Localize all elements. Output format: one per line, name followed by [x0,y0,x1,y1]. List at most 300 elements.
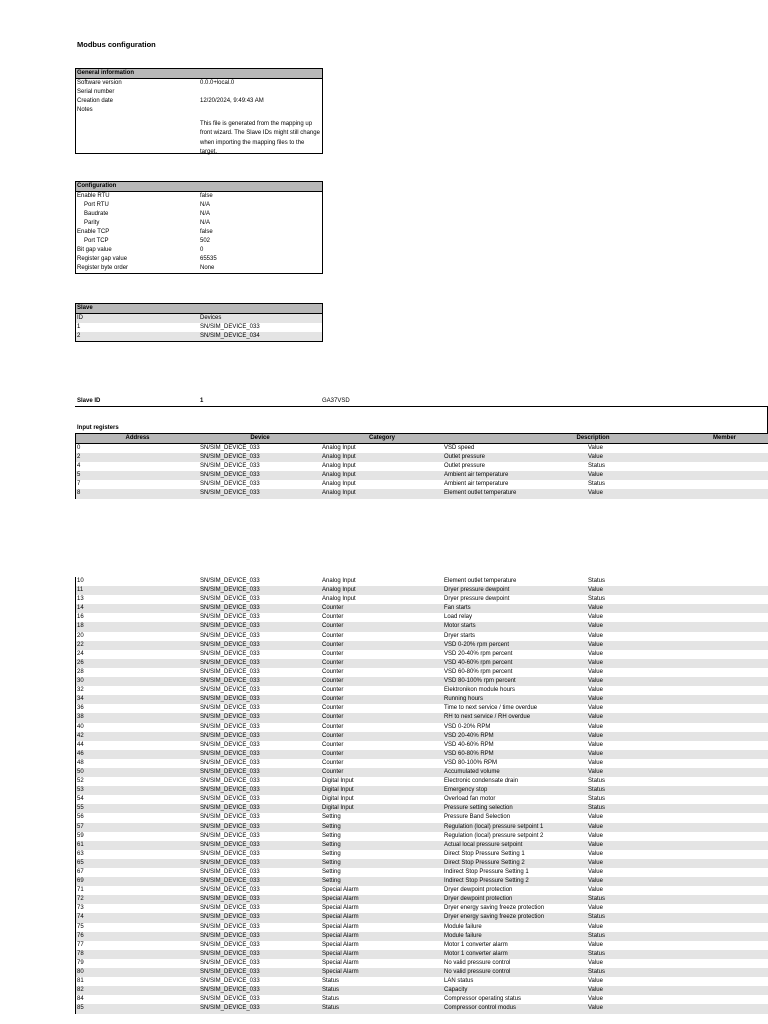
configuration-header: Configuration [76,182,322,192]
table-header [76,433,768,444]
member-cell: Value [588,759,603,766]
config-row [76,219,322,228]
description-cell: Overload fan motor [444,796,496,803]
category-cell: Counter [322,650,344,657]
device-cell: SN/SIM_DEVICE_033 [200,787,260,794]
table-row [76,986,768,995]
table-row [76,713,768,722]
category-cell: Setting [322,841,341,848]
description-cell: Indirect Stop Pressure Setting 2 [444,878,529,885]
divider [75,406,768,407]
device-cell: SN/SIM_DEVICE_033 [200,659,260,666]
address-cell: 53 [77,787,84,794]
slave-value: SN/SIM_DEVICE_034 [200,333,260,339]
member-cell: Value [588,823,603,830]
description-cell: Dryer pressure dewpoint [444,587,510,594]
configuration-table [75,181,323,274]
config-value: N/A [200,211,211,217]
category-cell: Status [322,978,340,985]
device-cell: SN/SIM_DEVICE_033 [200,632,260,639]
member-cell: Status [588,787,606,794]
device-cell: SN/SIM_DEVICE_033 [200,996,260,1003]
address-cell: 13 [77,596,84,603]
address-cell: 73 [77,905,84,912]
member-cell: Value [588,490,603,497]
description-cell: Elektronikon module hours [444,687,516,694]
general-key: Software version [77,80,122,86]
description-cell: VSD 60-80% rpm percent [444,668,513,675]
address-cell: 40 [77,723,84,730]
member-cell: Value [588,941,603,948]
member-cell: Status [588,914,606,921]
address-cell: 30 [77,678,84,685]
address-cell: 69 [77,878,84,885]
category-cell: Setting [322,859,341,866]
address-cell: 57 [77,823,84,830]
general-key: Creation date [77,98,114,104]
input-registers-table-continued [75,577,768,1014]
general-information-table [75,68,323,154]
table-row [76,968,768,977]
address-cell: 28 [77,668,84,675]
category-cell: Setting [322,850,341,857]
category-cell: Counter [322,705,344,712]
category-cell: Digital Input [322,778,354,785]
description-cell: VSD 40-60% RPM [444,741,494,748]
device-cell: SN/SIM_DEVICE_033 [200,969,260,976]
table-row [76,750,768,759]
table-row [76,641,768,650]
config-key: Enable TCP [77,229,110,235]
address-cell: 11 [77,587,84,594]
column-header-description: Description [576,435,610,441]
device-cell: SN/SIM_DEVICE_033 [200,832,260,839]
category-cell: Setting [322,814,341,821]
table-row [76,959,768,968]
member-cell: Value [588,650,603,657]
description-cell: Actual local pressure setpoint [444,841,523,848]
member-cell: Value [588,878,603,885]
description-cell: Direct Stop Pressure Setting 2 [444,859,525,866]
category-cell: Counter [322,768,344,775]
description-cell: Motor starts [444,623,476,630]
device-cell: SN/SIM_DEVICE_033 [200,978,260,985]
category-cell: Counter [322,714,344,721]
general-key: Notes [77,107,93,113]
address-cell: 65 [77,859,84,866]
member-cell: Value [588,987,603,994]
device-cell: SN/SIM_DEVICE_033 [200,869,260,875]
member-cell: Value [588,605,603,612]
description-cell: RH to next service / RH overdue [444,714,531,721]
member-cell: Value [588,905,603,912]
member-cell: Value [588,923,603,930]
table-row [76,668,768,677]
member-cell: Status [588,932,606,939]
description-cell: Dryer energy saving freeze protection [444,914,545,921]
category-cell: Special Alarm [322,923,359,930]
description-cell: Module failure [444,923,482,930]
device-cell: SN/SIM_DEVICE_033 [200,959,260,966]
member-cell: Status [588,778,606,785]
category-cell: Analog Input [322,596,356,603]
member-cell: Value [588,869,603,875]
table-row [76,1004,768,1013]
category-cell: Analog Input [322,472,356,479]
table-row [76,480,768,489]
config-row [76,210,322,219]
address-cell: 84 [77,996,84,1003]
category-cell: Setting [322,878,341,885]
description-cell: No valid pressure control [444,959,511,966]
address-cell: 42 [77,732,84,739]
table-row [76,732,768,741]
device-cell: SN/SIM_DEVICE_033 [200,841,260,848]
category-cell: Digital Input [322,796,354,803]
address-cell: 24 [77,650,84,657]
device-cell: SN/SIM_DEVICE_033 [200,932,260,939]
address-cell: 2 [77,454,81,461]
address-cell: 0 [77,445,81,451]
category-cell: Analog Input [322,481,356,488]
table-row [76,704,768,713]
device-cell: SN/SIM_DEVICE_033 [200,878,260,885]
table-row [76,832,768,841]
description-cell: Dryer starts [444,632,476,639]
description-cell: Dryer dewpoint protection [444,896,513,903]
category-cell: Setting [322,823,341,830]
member-cell: Value [588,959,603,966]
config-value: N/A [200,202,211,208]
config-value: None [200,265,215,271]
category-cell: Digital Input [322,787,354,794]
general-row [76,88,322,97]
config-value: 65535 [200,256,217,262]
member-cell: Status [588,969,606,976]
category-cell: Analog Input [322,490,356,497]
table-row [76,659,768,668]
column-header-address: Address [125,435,150,441]
address-cell: 75 [77,923,84,930]
member-cell: Value [588,887,603,894]
device-cell: SN/SIM_DEVICE_033 [200,941,260,948]
description-cell: VSD 80-100% RPM [444,759,498,766]
config-row [76,255,322,264]
device-cell: SN/SIM_DEVICE_033 [200,896,260,903]
table-row [76,695,768,704]
notes-row [76,115,322,153]
member-cell: Value [588,768,603,775]
device-cell: SN/SIM_DEVICE_033 [200,750,260,757]
category-cell: Counter [322,668,344,675]
device-cell: SN/SIM_DEVICE_033 [200,578,260,584]
category-cell: Special Alarm [322,887,359,894]
category-cell: Counter [322,741,344,748]
member-cell: Value [588,978,603,985]
member-cell: Value [588,696,603,703]
table-row [76,768,768,777]
member-cell: Value [588,705,603,712]
address-cell: 7 [77,481,81,488]
address-cell: 77 [77,941,84,948]
member-cell: Status [588,950,606,957]
address-cell: 74 [77,914,84,921]
input-registers-table [75,433,768,499]
member-cell: Value [588,832,603,839]
device-cell: SN/SIM_DEVICE_033 [200,687,260,694]
slave-value: SN/SIM_DEVICE_033 [200,324,260,330]
address-cell: 59 [77,832,84,839]
member-cell: Value [588,859,603,866]
address-cell: 79 [77,959,84,966]
config-value: 502 [200,238,211,244]
address-cell: 78 [77,950,84,957]
description-cell: VSD 20-40% RPM [444,732,494,739]
address-cell: 38 [77,714,84,721]
table-row [76,795,768,804]
description-cell: VSD 0-20% RPM [444,723,491,730]
slave-row [76,332,322,341]
table-row [76,950,768,959]
device-cell: SN/SIM_DEVICE_033 [200,887,260,894]
description-cell: Regulation (local) pressure setpoint 1 [444,823,544,830]
address-cell: 56 [77,814,84,821]
description-cell: Motor 1 converter alarm [444,950,508,957]
member-cell: Value [588,445,603,451]
table-row [76,723,768,732]
address-cell: 8 [77,490,81,497]
description-cell: Ambient air temperature [444,472,509,479]
address-cell: 63 [77,850,84,857]
config-key: Register gap value [77,256,128,262]
description-cell: Dryer pressure dewpoint [444,596,510,603]
general-row [76,79,322,88]
table-row [76,804,768,813]
device-cell: SN/SIM_DEVICE_033 [200,445,260,451]
member-cell: Status [588,481,606,488]
description-cell: Outlet pressure [444,454,486,461]
member-cell: Value [588,687,603,694]
table-row [76,622,768,631]
member-cell: Value [588,814,603,821]
config-key: Parity [84,220,100,226]
device-cell: SN/SIM_DEVICE_033 [200,472,260,479]
table-row [76,777,768,786]
category-cell: Analog Input [322,463,356,470]
category-cell: Status [322,996,340,1003]
device-cell: SN/SIM_DEVICE_033 [200,905,260,912]
device-cell: SN/SIM_DEVICE_033 [200,705,260,712]
device-cell: SN/SIM_DEVICE_033 [200,778,260,785]
address-cell: 54 [77,796,84,803]
address-cell: 76 [77,932,84,939]
table-row [76,577,768,586]
slave-key: 2 [77,333,81,339]
description-cell: Ambient air temperature [444,481,509,488]
address-cell: 80 [77,969,84,976]
device-cell: SN/SIM_DEVICE_033 [200,614,260,621]
member-cell: Status [588,896,606,903]
address-cell: 50 [77,768,84,775]
device-cell: SN/SIM_DEVICE_033 [200,759,260,766]
general-information-header: General information [76,69,322,79]
category-cell: Status [322,987,340,994]
slave-table [75,303,323,342]
input-registers-title: Input registers [77,425,119,431]
address-cell: 34 [77,696,84,703]
address-cell: 61 [77,841,84,848]
description-cell: Compressor control modus [444,1005,517,1012]
device-cell: SN/SIM_DEVICE_033 [200,732,260,739]
description-cell: Element outlet temperature [444,490,517,497]
address-cell: 22 [77,641,84,648]
description-cell: Regulation (local) pressure setpoint 2 [444,832,544,839]
table-row [76,759,768,768]
device-cell: SN/SIM_DEVICE_033 [200,823,260,830]
category-cell: Counter [322,659,344,666]
device-cell: SN/SIM_DEVICE_033 [200,714,260,721]
table-row [76,877,768,886]
description-cell: VSD 20-40% rpm percent [444,650,513,657]
address-cell: 18 [77,623,84,630]
address-cell: 20 [77,632,84,639]
column-header-device: Device [250,435,270,441]
category-cell: Special Alarm [322,959,359,966]
device-cell: SN/SIM_DEVICE_033 [200,1005,260,1012]
config-value: 0 [200,247,204,253]
category-cell: Analog Input [322,445,356,451]
description-cell: Dryer energy saving freeze protection [444,905,545,912]
category-cell: Counter [322,759,344,766]
address-cell: 26 [77,659,84,666]
slave-row [76,314,322,323]
category-cell: Special Alarm [322,969,359,976]
category-cell: Analog Input [322,454,356,461]
table-row [76,489,768,498]
description-cell: Pressure setting selection [444,805,513,812]
description-cell: VSD speed [444,445,475,451]
device-cell: SN/SIM_DEVICE_033 [200,914,260,921]
column-header-category: Category [368,435,395,441]
address-cell: 48 [77,759,84,766]
member-cell: Value [588,623,603,630]
address-cell: 85 [77,1005,84,1012]
slave-id-label: Slave ID [77,398,101,404]
table-row [76,650,768,659]
table-row [76,786,768,795]
member-cell: Value [588,732,603,739]
description-cell: VSD 40-60% rpm percent [444,659,513,666]
table-row [76,850,768,859]
device-cell: SN/SIM_DEVICE_033 [200,596,260,603]
table-row [76,995,768,1004]
config-value: false [200,229,213,235]
description-cell: Compressor operating status [444,996,522,1003]
category-cell: Special Alarm [322,950,359,957]
member-cell: Status [588,796,606,803]
config-row [76,264,322,273]
address-cell: 67 [77,869,84,875]
config-value: N/A [200,220,211,226]
device-cell: SN/SIM_DEVICE_033 [200,741,260,748]
member-cell: Value [588,659,603,666]
table-row [76,941,768,950]
category-cell: Counter [322,687,344,694]
table-row [76,686,768,695]
device-cell: SN/SIM_DEVICE_033 [200,678,260,685]
device-cell: SN/SIM_DEVICE_033 [200,950,260,957]
description-cell: Indirect Stop Pressure Setting 1 [444,869,529,875]
category-cell: Digital Input [322,805,354,812]
config-key: Register byte order [77,265,129,271]
device-cell: SN/SIM_DEVICE_033 [200,454,260,461]
config-key: Bit gap value [77,247,112,253]
category-cell: Counter [322,696,344,703]
config-value: false [200,193,213,199]
table-row [76,604,768,613]
category-cell: Counter [322,750,344,757]
config-row [76,246,322,255]
config-key: Enable RTU [77,193,110,199]
general-value: 12/20/2024, 9:49:43 AM [200,98,264,104]
member-cell: Value [588,641,603,648]
category-cell: Special Alarm [322,932,359,939]
description-cell: Running hours [444,696,484,703]
slave-device-name: GA37VSD [322,398,350,404]
page-title: Modbus configuration [77,40,156,49]
description-cell: LAN status [444,978,474,985]
member-cell: Value [588,714,603,721]
table-row [76,677,768,686]
category-cell: Counter [322,614,344,621]
description-cell: Emergency stop [444,787,488,794]
member-cell: Value [588,841,603,848]
device-cell: SN/SIM_DEVICE_033 [200,481,260,488]
description-cell: Pressure Band Selection [444,814,511,821]
category-cell: Special Alarm [322,896,359,903]
member-cell: Value [588,850,603,857]
config-key: Baudrate [84,211,109,217]
table-row [76,977,768,986]
table-row [76,595,768,604]
device-cell: SN/SIM_DEVICE_033 [200,623,260,630]
address-cell: 36 [77,705,84,712]
table-row [76,453,768,462]
device-cell: SN/SIM_DEVICE_033 [200,768,260,775]
address-cell: 5 [77,472,81,479]
description-cell: VSD 80-100% rpm percent [444,678,516,685]
description-cell: Module failure [444,932,482,939]
slave-id-value: 1 [200,398,204,404]
table-row [76,868,768,877]
member-cell: Value [588,668,603,675]
member-cell: Value [588,454,603,461]
table-row [76,913,768,922]
notes-value: This file is generated from the mapping up front wizard. The Slave IDs might still change when importing the mapping files to the target. [200,121,320,155]
table-row [76,471,768,480]
table-row [76,613,768,622]
member-cell: Value [588,614,603,621]
config-key: Port RTU [84,202,109,208]
description-cell: Time to next service / time overdue [444,705,538,712]
member-cell: Value [588,472,603,479]
slave-key: ID [77,315,83,321]
description-cell: Outlet pressure [444,463,486,470]
device-cell: SN/SIM_DEVICE_033 [200,923,260,930]
description-cell: No valid pressure control [444,969,511,976]
slave-id-row [77,397,767,409]
member-cell: Status [588,596,606,603]
